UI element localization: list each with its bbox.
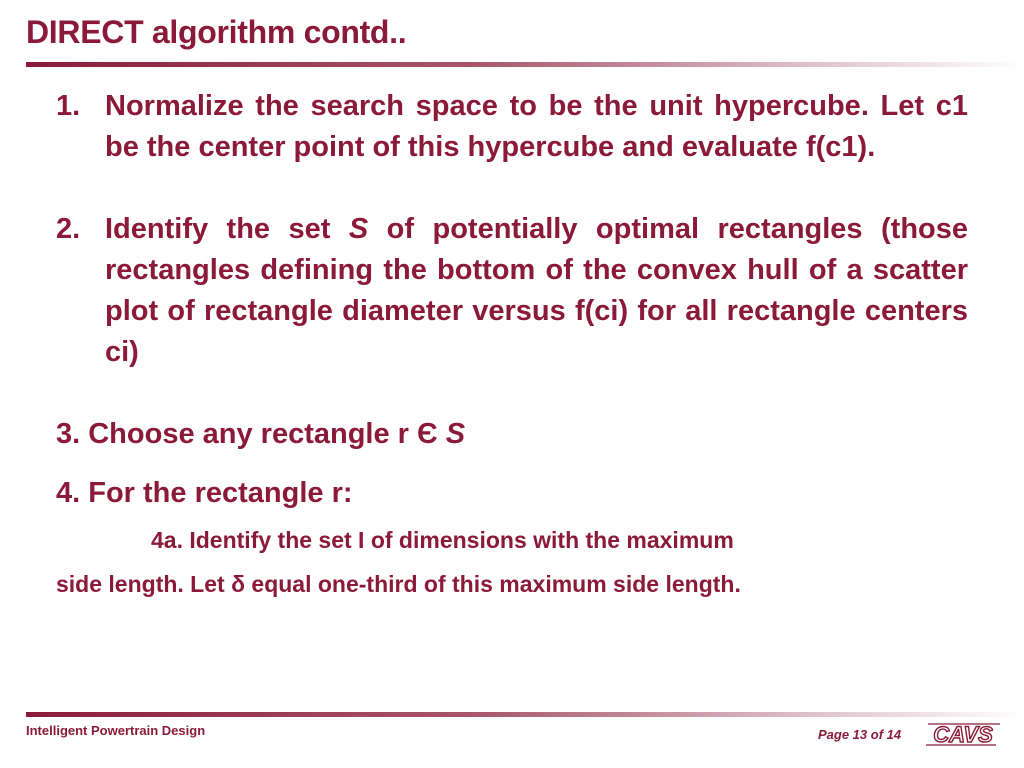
list-item-1-number: 1. [56,90,81,122]
list-item-3-text: 3. Choose any rectangle r Є [56,418,446,450]
cavs-logo [922,720,1004,748]
page-indicator: Page 13 of 14 [818,727,902,742]
set-symbol-s: S [348,213,369,245]
list-item-2-text-before: Identify the set [105,213,349,245]
set-symbol-s: S [445,418,466,450]
cavs-logo-text: CAVS [933,722,993,747]
slide-title: DIRECT algorithm contd.. [26,14,407,50]
list-item-2-text-after: of potentially optimal rectangles (those rectangles defining the bottom of the convex hull of a scatter plot of rectangle diameter versus f(ci) for all rectangle centers ci) [105,213,969,368]
title-divider [26,62,1024,67]
list-item-4-text: 4. For the rectangle r: [56,477,353,509]
list-item-4 [56,473,968,514]
list-item-2-number: 2. [56,213,81,245]
footer-divider [26,712,1024,717]
list-item-2 [56,209,968,373]
footer-organization: Intelligent Powertrain Design [26,723,206,738]
list-item-1-text: Normalize the search space to be the unit hypercube. Let c1 be the center point of this hypercube and evaluate f(c1). [105,90,968,163]
slide-body [56,86,968,606]
subitem-4a-line-1: 4a. Identify the set I of dimensions with the maximum [151,527,734,553]
list-item-1 [56,86,968,168]
list-item-3 [56,414,968,455]
subitem-4a-line-2: side length. Let δ equal one-third of this maximum side length. [56,571,741,597]
